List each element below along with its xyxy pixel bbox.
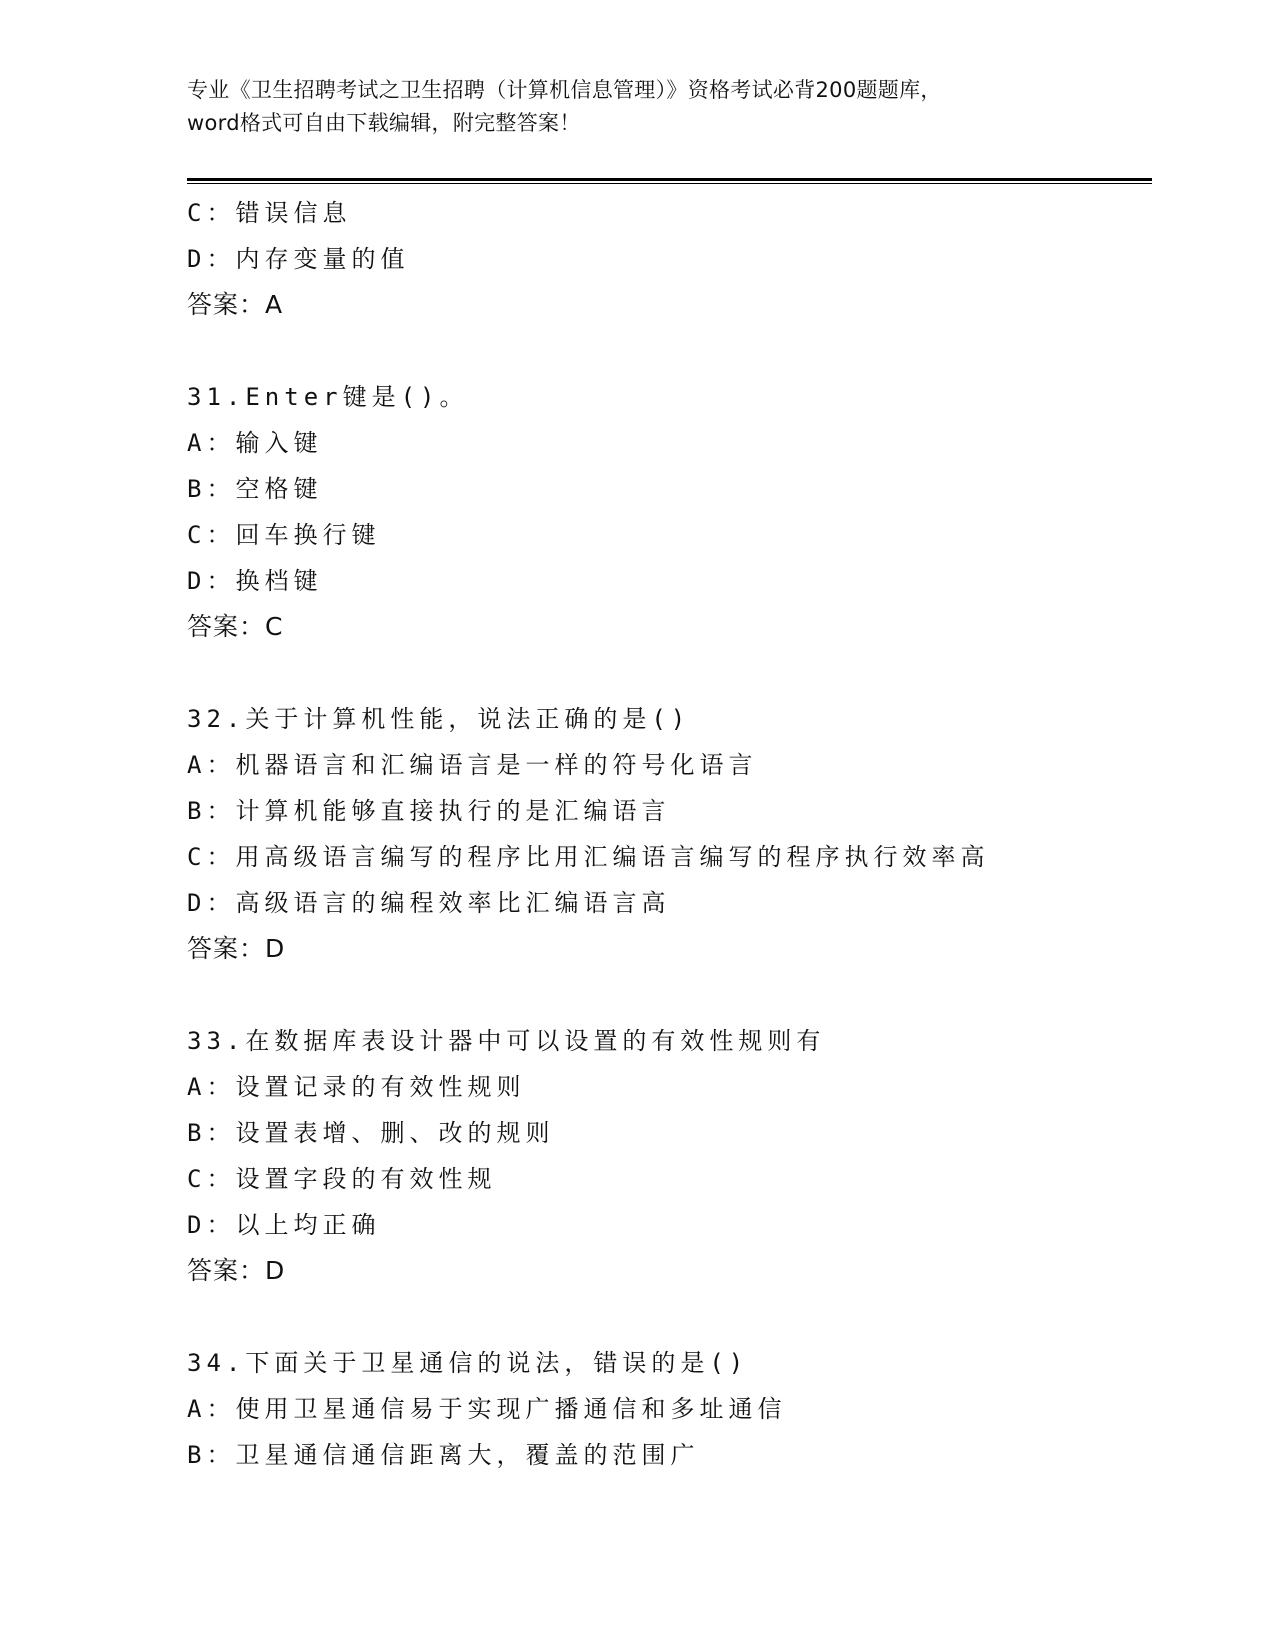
question-text: 31.Enter键是()。 — [187, 383, 469, 411]
option-b: B：卫星通信通信距离大，覆盖的范围广 — [187, 1441, 700, 1469]
option-d: D：以上均正确 — [187, 1211, 381, 1239]
option-b: B：空格键 — [187, 475, 323, 503]
answer-text: 答案：A — [187, 290, 284, 319]
option-a: A：使用卫星通信易于实现广播通信和多址通信 — [187, 1395, 787, 1423]
option-d: D：内存变量的值 — [187, 245, 410, 273]
document-header — [187, 74, 1087, 140]
option-b: B：计算机能够直接执行的是汇编语言 — [187, 797, 671, 825]
question-34 — [187, 1340, 1167, 1478]
option-c: C：设置字段的有效性规 — [187, 1165, 497, 1193]
spacer — [187, 972, 1167, 1018]
answer-text: 答案：D — [187, 1256, 286, 1285]
question-content — [187, 190, 1167, 1478]
option-b: B：设置表增、删、改的规则 — [187, 1119, 555, 1147]
option-d: D：换档键 — [187, 567, 323, 595]
question-33 — [187, 1018, 1167, 1294]
option-c: C：用高级语言编写的程序比用汇编语言编写的程序执行效率高 — [187, 843, 990, 871]
answer-text: 答案：C — [187, 612, 284, 641]
question-31 — [187, 374, 1167, 650]
question-text: 34.下面关于卫星通信的说法，错误的是() — [187, 1349, 749, 1377]
option-c: C：错误信息 — [187, 199, 352, 227]
question-32 — [187, 696, 1167, 972]
question-30-continuation — [187, 190, 1167, 328]
option-a: A：设置记录的有效性规则 — [187, 1073, 526, 1101]
header-divider-thin — [187, 183, 1152, 184]
option-a: A：输入键 — [187, 429, 323, 457]
answer-text: 答案：D — [187, 934, 286, 963]
option-a: A：机器语言和汇编语言是一样的符号化语言 — [187, 751, 758, 779]
spacer — [187, 1294, 1167, 1340]
header-line-2: word格式可自由下载编辑，附完整答案！ — [187, 111, 581, 135]
question-text: 32.关于计算机性能，说法正确的是() — [187, 705, 691, 733]
spacer — [187, 328, 1167, 374]
spacer — [187, 650, 1167, 696]
question-text: 33.在数据库表设计器中可以设置的有效性规则有 — [187, 1027, 826, 1055]
option-c: C：回车换行键 — [187, 521, 381, 549]
header-divider-thick — [187, 178, 1152, 181]
option-d: D：高级语言的编程效率比汇编语言高 — [187, 889, 671, 917]
header-line-1: 专业《卫生招聘考试之卫生招聘（计算机信息管理）》资格考试必背200题题库， — [187, 78, 942, 102]
